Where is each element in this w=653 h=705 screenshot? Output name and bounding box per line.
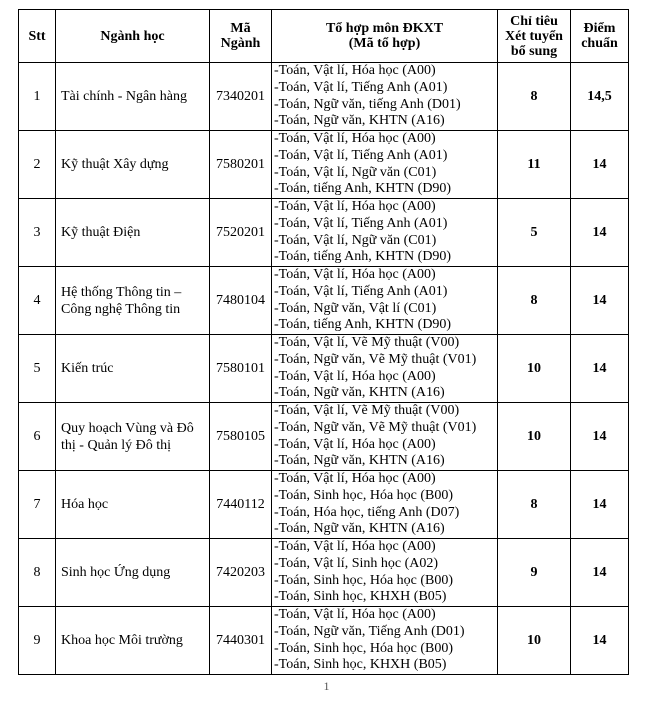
cell-combos xyxy=(272,403,498,471)
combo-line: -Toán, tiếng Anh, KHTN (D90) xyxy=(274,249,452,265)
cell-major: Quy hoạch Vùng và Đô thị - Quản lý Đô thị xyxy=(56,403,210,471)
table-row xyxy=(19,131,629,199)
header-major: Ngành học xyxy=(56,10,210,63)
cell-stt: 5 xyxy=(19,335,56,403)
table-row xyxy=(19,607,629,675)
cell-combos xyxy=(272,131,498,199)
cell-quota: 9 xyxy=(498,539,571,607)
cell-stt: 7 xyxy=(19,471,56,539)
cell-code: 7440112 xyxy=(210,471,272,539)
combo-line: -Toán, Vật lí, Tiếng Anh (A01) xyxy=(274,147,448,163)
admission-table xyxy=(18,9,629,675)
cell-score: 14 xyxy=(571,539,629,607)
combo-line: -Toán, Sinh học, KHXH (B05) xyxy=(274,589,447,605)
combo-line: -Toán, Vật lí, Hóa học (A00) xyxy=(274,436,436,452)
combo-line: -Toán, Vật lí, Tiếng Anh (A01) xyxy=(274,79,448,95)
cell-quota: 10 xyxy=(498,607,571,675)
cell-combos xyxy=(272,335,498,403)
combo-line: -Toán, Ngữ văn, Vật lí (C01) xyxy=(274,300,437,316)
combo-line: -Toán, Vật lí, Hóa học (A00) xyxy=(274,63,436,78)
combo-line: -Toán, Vật lí, Hóa học (A00) xyxy=(274,539,436,554)
combo-line: -Toán, Vật lí, Hóa học (A00) xyxy=(274,471,436,486)
cell-score: 14 xyxy=(571,199,629,267)
cell-combos xyxy=(272,607,498,675)
combo-line: -Toán, Ngữ văn, Vẽ Mỹ thuật (V01) xyxy=(274,419,477,435)
cell-combos xyxy=(272,471,498,539)
cell-quota: 10 xyxy=(498,403,571,471)
cell-combos xyxy=(272,199,498,267)
cell-quota: 11 xyxy=(498,131,571,199)
combo-line: -Toán, Vật lí, Tiếng Anh (A01) xyxy=(274,283,448,299)
cell-code: 7580101 xyxy=(210,335,272,403)
header-quota-line2: Xét tuyển xyxy=(505,28,563,44)
combo-line: -Toán, Ngữ văn, tiếng Anh (D01) xyxy=(274,96,461,112)
cell-code: 7580105 xyxy=(210,403,272,471)
header-score xyxy=(571,10,629,63)
cell-major: Hệ thống Thông tin – Công nghệ Thông tin xyxy=(56,267,210,335)
combo-line: -Toán, Vật lí, Hóa học (A00) xyxy=(274,199,436,214)
combo-line: -Toán, Vật lí, Ngữ văn (C01) xyxy=(274,164,437,180)
combo-line: -Toán, tiếng Anh, KHTN (D90) xyxy=(274,317,452,333)
header-combos-line1: Tổ hợp môn ĐKXT xyxy=(325,21,444,36)
cell-major: Kỹ thuật Xây dựng xyxy=(56,131,210,199)
combo-line: -Toán, Vật lí, Hóa học (A00) xyxy=(274,607,436,622)
cell-combos xyxy=(272,267,498,335)
cell-score: 14 xyxy=(571,335,629,403)
combo-line: -Toán, Sinh học, KHXH (B05) xyxy=(274,657,447,673)
cell-score: 14 xyxy=(571,607,629,675)
cell-stt: 8 xyxy=(19,539,56,607)
cell-score: 14,5 xyxy=(571,63,629,131)
cell-code: 7520201 xyxy=(210,199,272,267)
header-quota xyxy=(498,10,571,63)
cell-major: Tài chính - Ngân hàng xyxy=(56,63,210,131)
header-row xyxy=(19,10,629,63)
header-quota-line1: Chỉ tiêu xyxy=(510,13,558,29)
combo-line: -Toán, Ngữ văn, KHTN (A16) xyxy=(274,453,445,469)
combo-line: -Toán, Sinh học, Hóa học (B00) xyxy=(274,487,454,503)
combo-line: -Toán, Vật lí, Tiếng Anh (A01) xyxy=(274,215,448,231)
cell-stt: 2 xyxy=(19,131,56,199)
header-code xyxy=(210,10,272,63)
cell-code: 7580201 xyxy=(210,131,272,199)
combo-line: -Toán, Vật lí, Hóa học (A00) xyxy=(274,131,436,146)
combo-line: -Toán, Ngữ văn, Tiếng Anh (D01) xyxy=(274,623,465,639)
combo-line: -Toán, Sinh học, Hóa học (B00) xyxy=(274,640,454,656)
combo-line: -Toán, tiếng Anh, KHTN (D90) xyxy=(274,181,452,197)
header-combos-line2: (Mã tổ hợp) xyxy=(348,36,421,51)
cell-score: 14 xyxy=(571,131,629,199)
table-row xyxy=(19,403,629,471)
combo-line: -Toán, Ngữ văn, KHTN (A16) xyxy=(274,385,445,401)
combo-line: -Toán, Vật lí, Vẽ Mỹ thuật (V00) xyxy=(274,335,460,350)
table-row xyxy=(19,63,629,131)
cell-stt: 9 xyxy=(19,607,56,675)
combo-line: -Toán, Vật lí, Hóa học (A00) xyxy=(274,267,436,282)
cell-quota: 5 xyxy=(498,199,571,267)
cell-quota: 8 xyxy=(498,267,571,335)
combo-line: -Toán, Vật lí, Hóa học (A00) xyxy=(274,368,436,384)
table-row xyxy=(19,267,629,335)
cell-score: 14 xyxy=(571,403,629,471)
cell-code: 7340201 xyxy=(210,63,272,131)
combo-line: -Toán, Vật lí, Ngữ văn (C01) xyxy=(274,232,437,248)
header-score-line2: chuẩn xyxy=(581,36,618,51)
combo-line: -Toán, Vật lí, Vẽ Mỹ thuật (V00) xyxy=(274,403,460,418)
combo-line: -Toán, Hóa học, tiếng Anh (D07) xyxy=(274,504,460,520)
cell-stt: 4 xyxy=(19,267,56,335)
header-score-line1: Điểm xyxy=(583,21,616,36)
cell-stt: 6 xyxy=(19,403,56,471)
combo-line: -Toán, Ngữ văn, Vẽ Mỹ thuật (V01) xyxy=(274,351,477,367)
combo-line: -Toán, Ngữ văn, KHTN (A16) xyxy=(274,113,445,129)
table-row xyxy=(19,199,629,267)
combo-line: -Toán, Vật lí, Sinh học (A02) xyxy=(274,555,439,571)
cell-quota: 8 xyxy=(498,63,571,131)
table-row xyxy=(19,335,629,403)
combo-line: -Toán, Ngữ văn, KHTN (A16) xyxy=(274,521,445,537)
header-quota-line3: bổ sung xyxy=(510,43,558,59)
cell-code: 7420203 xyxy=(210,539,272,607)
combo-line: -Toán, Sinh học, Hóa học (B00) xyxy=(274,572,454,588)
cell-major: Kiến trúc xyxy=(56,335,210,403)
header-stt: Stt xyxy=(19,10,56,63)
cell-code: 7480104 xyxy=(210,267,272,335)
cell-combos xyxy=(272,63,498,131)
cell-score: 14 xyxy=(571,267,629,335)
table-row xyxy=(19,471,629,539)
cell-major: Sinh học Ứng dụng xyxy=(56,539,210,607)
cell-major: Khoa học Môi trường xyxy=(56,607,210,675)
header-code-line2: Ngành xyxy=(220,36,261,51)
cell-quota: 8 xyxy=(498,471,571,539)
cell-stt: 1 xyxy=(19,63,56,131)
cell-code: 7440301 xyxy=(210,607,272,675)
page-number: 1 xyxy=(323,679,330,693)
cell-major: Kỹ thuật Điện xyxy=(56,199,210,267)
header-code-line1: Mã xyxy=(230,21,251,36)
cell-combos xyxy=(272,539,498,607)
cell-score: 14 xyxy=(571,471,629,539)
table-row xyxy=(19,539,629,607)
cell-stt: 3 xyxy=(19,199,56,267)
cell-quota: 10 xyxy=(498,335,571,403)
header-combos xyxy=(272,10,498,63)
cell-major: Hóa học xyxy=(56,471,210,539)
